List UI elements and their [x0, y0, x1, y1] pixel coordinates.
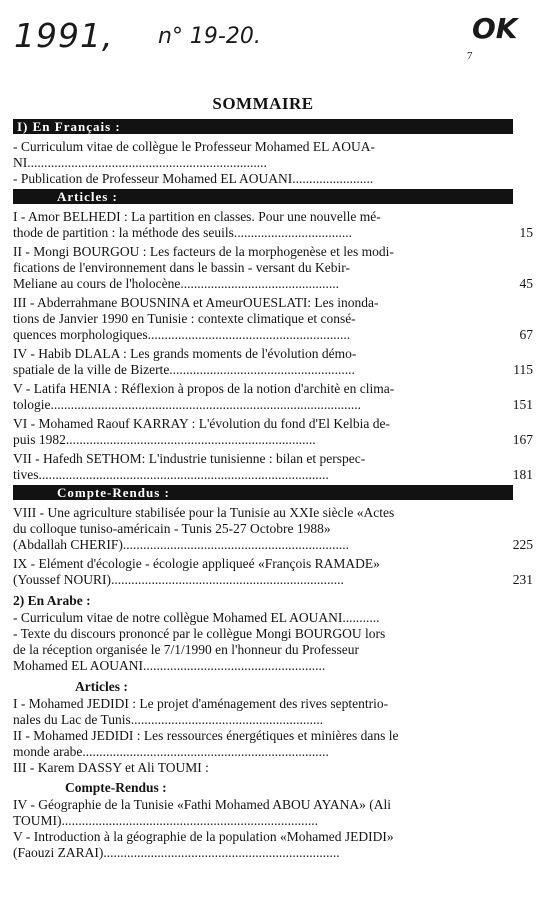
toc-entry: [13, 505, 533, 553]
toc-entry: [13, 451, 533, 483]
table-of-contents: [13, 94, 533, 861]
toc-entry: [13, 171, 513, 187]
toc-entry-line: I - Mohamed JEDIDI : Le projet d'aménagement des rives septentrio-: [13, 696, 389, 711]
section-heading-articles-arabe: Articles :: [75, 679, 128, 694]
toc-entry-line: puis 1982.......................................................................... 167: [13, 432, 533, 447]
toc-entry-line: tologie............................................................................................ 151: [13, 397, 533, 412]
toc-entry-line: Mohamed EL AOUANI......................................................: [13, 658, 326, 673]
section-bar-articles: Articles :: [13, 189, 513, 204]
toc-entry-line: V - Latifa HENIA : Réflexion à propos de la notion d'architè en clima-: [13, 381, 395, 396]
arabic-articles-list: [13, 696, 513, 776]
toc-entry-line: quences morphologiques............................................................ 67: [13, 327, 533, 342]
toc-entry-line: nales du Lac de Tunis.........................................................: [13, 712, 324, 727]
toc-entry-line: de la réception organisée le 7/1/1990 en l'honneur du Professeur: [13, 642, 359, 657]
toc-entry-line: VII - Hafedh SETHOM: L'industrie tunisienne : bilan et perspec-: [13, 451, 366, 466]
toc-entry-line: - Curriculum vitae de collègue le Professeur Mohamed EL AOUA-: [13, 139, 376, 154]
toc-page-number: 167: [512, 432, 533, 447]
toc-entry-line: thode de partition : la méthode des seuils................................... 15: [13, 225, 533, 240]
toc-entry-line: III - Abderrahmane BOUSNINA et AmeurOUESLATI: Les inonda-: [13, 295, 379, 310]
toc-page-number: 151: [512, 397, 533, 412]
toc-entry: [13, 797, 513, 829]
toc-page-number: 67: [519, 327, 533, 342]
arabic-intro-list: [13, 610, 513, 674]
arabic-comptes-rendus-list: [13, 797, 513, 861]
toc-entry-line: - Curriculum vitae de notre collègue Mohamed EL AOUANI...........: [13, 610, 380, 625]
toc-entry-line: (Youssef NOURI)..................................................................... 231: [13, 572, 533, 587]
toc-entry: [13, 139, 513, 171]
toc-entry: [13, 556, 533, 588]
toc-entry-line: - Texte du discours prononcé par le collègue Mongi BOURGOU lors: [13, 626, 386, 641]
toc-page-number: 181: [512, 467, 533, 482]
handwritten-year: 1991,: [14, 16, 114, 55]
toc-entry: [13, 626, 513, 674]
toc-page-number: 231: [512, 572, 533, 587]
toc-entry: [13, 829, 513, 861]
toc-page-number: 225: [512, 537, 533, 552]
toc-entry: [13, 728, 513, 760]
toc-entry-line: monde arabe.........................................................................: [13, 744, 329, 759]
toc-entry-line: TOUMI)............................................................................: [13, 813, 318, 828]
section-heading-comptes-rendus-arabe: Compte-Rendus :: [65, 780, 167, 795]
toc-page-number: 45: [519, 276, 533, 291]
toc-entry-line: NI.......................................................................: [13, 155, 267, 170]
comptes-rendus-list: [13, 505, 533, 588]
section-bar-comptes-rendus: Compte-Rendus :: [13, 485, 513, 500]
french-intro-list: [13, 139, 513, 187]
toc-entry-line: I - Amor BELHEDI : La partition en classes. Pour une nouvelle mé-: [13, 209, 381, 224]
toc-entry: [13, 209, 533, 241]
toc-entry-line: - Publication de Professeur Mohamed EL AOUANI........................: [13, 171, 374, 186]
toc-entry-line: IX - Elément d'écologie - écologie appliqueé «François RAMADE»: [13, 556, 380, 571]
page-number: 7: [467, 50, 473, 62]
section-heading-arabe: 2) En Arabe :: [13, 593, 91, 608]
articles-list: [13, 209, 533, 483]
toc-entry-line: VIII - Une agriculture stabilisée pour la Tunisie au XXIe siècle «Actes: [13, 505, 395, 520]
toc-entry-line: (Faouzi ZARAI)......................................................................: [13, 845, 340, 860]
toc-entry: [13, 696, 513, 728]
toc-entry-line: tions de Janvier 1990 en Tunisie : contexte climatique et consé-: [13, 311, 356, 326]
toc-entry-line: V - Introduction à la géographie de la population «Mohamed JEDIDI»: [13, 829, 394, 844]
toc-entry-line: (Abdallah CHERIF)................................................................... 225: [13, 537, 533, 552]
toc-entry-line: fications de l'environnement dans le bassin - versant du Kebir-: [13, 260, 350, 275]
toc-entry: [13, 244, 533, 292]
handwritten-ok-mark: OK: [472, 12, 518, 45]
toc-entry-line: tives...................................................................................... 181: [13, 467, 533, 482]
handwritten-issue-number: n° 19-20.: [158, 24, 261, 49]
toc-entry-line: IV - Géographie de la Tunisie «Fathi Mohamed ABOU AYANA» (Ali: [13, 797, 391, 812]
toc-page-number: 115: [513, 362, 533, 377]
toc-entry-line: du colloque tuniso-américain - Tunis 25-27 Octobre 1988»: [13, 521, 331, 536]
toc-entry: [13, 295, 533, 343]
toc-entry: [13, 760, 513, 776]
toc-entry-line: II - Mongi BOURGOU : Les facteurs de la morphogenèse et les modi-: [13, 244, 394, 259]
toc-entry-line: VI - Mohamed Raouf KARRAY : L'évolution du fond d'El Kelbia de-: [13, 416, 390, 431]
toc-entry: [13, 610, 513, 626]
page-title: SOMMAIRE: [212, 94, 314, 113]
toc-entry-line: III - Karem DASSY et Ali TOUMI :: [13, 760, 209, 775]
toc-entry-line: Meliane au cours de l'holocène............................................... 45: [13, 276, 533, 291]
toc-entry-line: IV - Habib DLALA : Les grands moments de l'évolution démo-: [13, 346, 357, 361]
toc-entry-line: spatiale de la ville de Bizerte....................................................... 115: [13, 362, 533, 377]
toc-page-number: 15: [519, 225, 533, 240]
section-bar-francais: I) En Français :: [13, 119, 513, 134]
toc-entry: [13, 381, 533, 413]
toc-entry-line: II - Mohamed JEDIDI : Les ressources énergétiques et minières dans le: [13, 728, 399, 743]
toc-entry: [13, 416, 533, 448]
toc-entry: [13, 346, 533, 378]
